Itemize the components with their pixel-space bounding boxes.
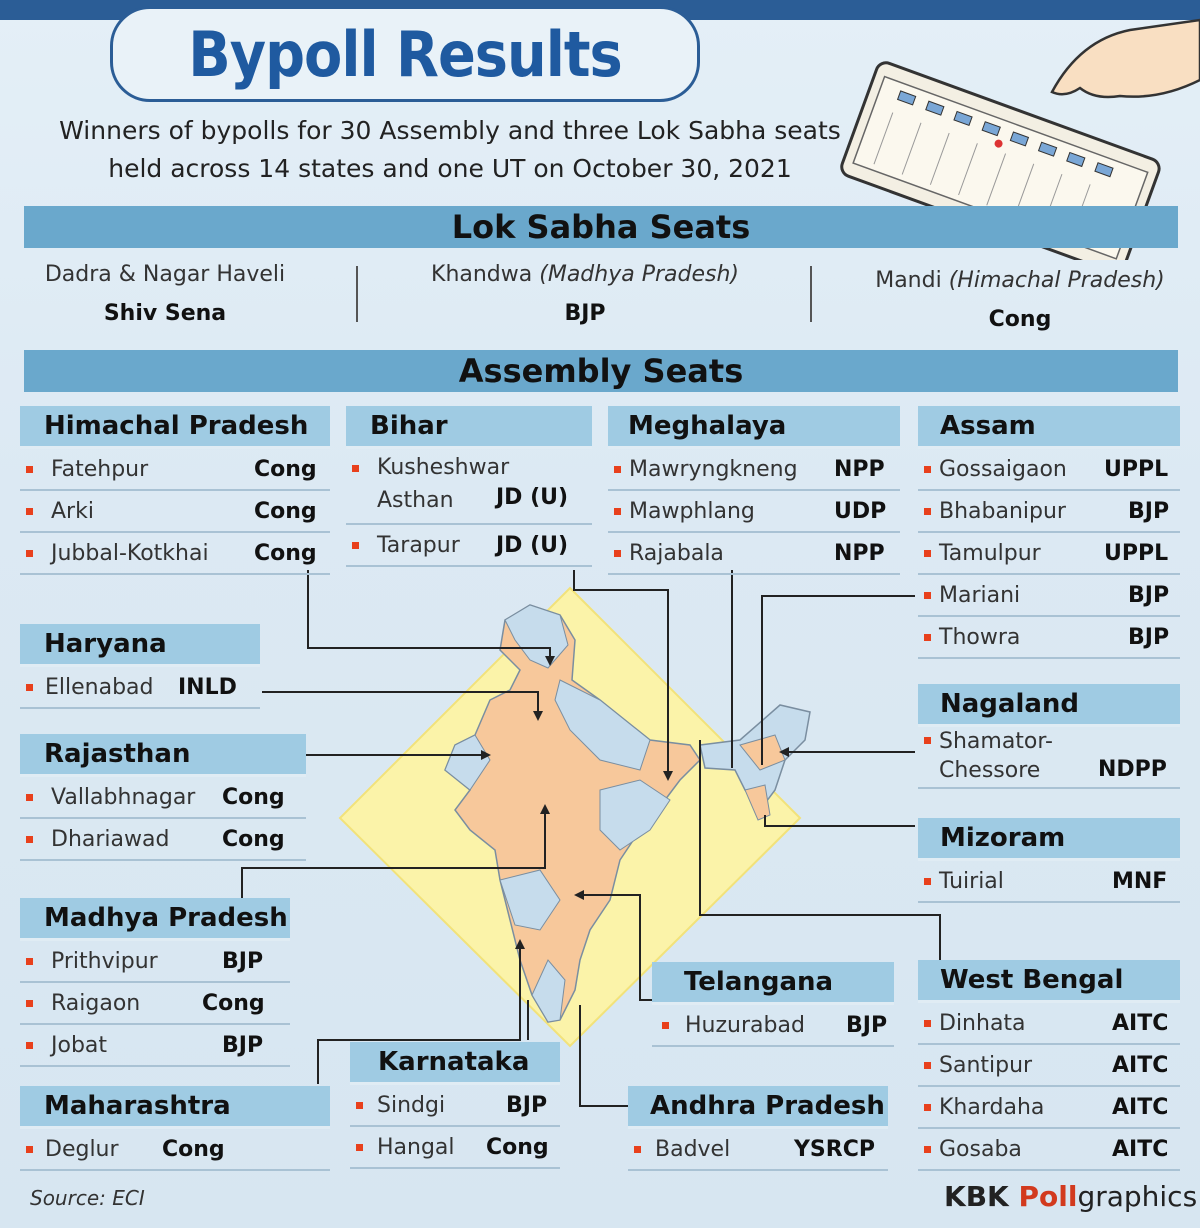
seat-party: NPP: [834, 456, 885, 482]
bullet: [26, 466, 33, 473]
seat-party: AITC: [1112, 1136, 1169, 1162]
seat-party: Cong: [254, 498, 317, 524]
seat-name: Badvel: [655, 1136, 731, 1162]
card-title: Karnataka: [350, 1042, 560, 1085]
seat-row: [20, 819, 306, 861]
bullet: [26, 836, 33, 843]
brand-logo: [944, 1180, 1197, 1213]
seat-row: [918, 575, 1180, 617]
bullet: [614, 550, 621, 557]
bullet: [924, 878, 931, 885]
bullet: [26, 794, 33, 801]
bullet: [924, 1146, 931, 1153]
seat-name: Arki: [51, 498, 94, 524]
card-bihar: [346, 406, 592, 567]
seat-row: [20, 983, 290, 1025]
bullet: [924, 1104, 931, 1111]
seat-name-line2: Asthan: [377, 488, 454, 513]
seat-name: Tarapur: [377, 532, 460, 558]
bullet: [614, 466, 621, 473]
brand-part-1: KBK: [944, 1180, 1019, 1213]
source-note: Source: ECI: [30, 1186, 145, 1210]
card-himachal-pradesh: [20, 406, 330, 575]
seat-party: Cong: [202, 990, 265, 1016]
seat-party: MNF: [1112, 868, 1168, 894]
seat-party: INLD: [178, 674, 237, 700]
seat-name: Thowra: [939, 624, 1021, 650]
card-title: Haryana: [20, 624, 260, 667]
seat-row: [20, 777, 306, 819]
subtitle-line-1: Winners of bypolls for 30 Assembly and three Lok Sabha seats: [59, 116, 841, 145]
seat-row: [918, 1129, 1180, 1171]
bullet: [26, 508, 33, 515]
seat-party: Cong: [486, 1134, 549, 1160]
card-title: Rajasthan: [20, 734, 306, 777]
bullet: [662, 1022, 669, 1029]
card-andhra-pradesh: [628, 1086, 888, 1171]
seat-row: [628, 1129, 888, 1171]
seat-party: YSRCP: [794, 1136, 875, 1162]
seat-row: [608, 491, 900, 533]
bullet: [26, 684, 33, 691]
card-title: Meghalaya: [608, 406, 900, 449]
page-title: Bypoll Results: [188, 17, 622, 91]
seat-name: Dinhata: [939, 1010, 1026, 1036]
seat-name: Tamulpur: [939, 540, 1041, 566]
seat-name: Santipur: [939, 1052, 1033, 1078]
bullet: [26, 1000, 33, 1007]
bullet: [924, 1020, 931, 1027]
card-title: Telangana: [652, 962, 894, 1005]
card-title: West Bengal: [918, 960, 1180, 1003]
seat-name: Gossaigaon: [939, 456, 1067, 482]
seat-name: Ellenabad: [45, 674, 154, 700]
bullet: [924, 508, 931, 515]
card-meghalaya: [608, 406, 900, 575]
bullet: [924, 550, 931, 557]
seat-party: Cong: [222, 826, 285, 852]
seat-name: Tuirial: [939, 868, 1004, 894]
bullet: [924, 592, 931, 599]
seat-row: [652, 1005, 894, 1047]
seat-party: NPP: [834, 540, 885, 566]
bullet: [924, 634, 931, 641]
card-title: Maharashtra: [20, 1086, 330, 1129]
bullet: [26, 958, 33, 965]
seat-name: Jubbal-Kotkhai: [51, 540, 209, 566]
seat-row: [350, 1127, 560, 1169]
bullet: [614, 508, 621, 515]
seat-name: Mariani: [939, 582, 1021, 608]
seat-party: BJP: [222, 1032, 264, 1058]
card-rajasthan: [20, 734, 306, 861]
seat-party: BJP: [1128, 624, 1170, 650]
seat-name: Mawryngkneng: [629, 456, 798, 482]
ls-seat-state: (Himachal Pradesh): [948, 268, 1165, 293]
card-assam: [918, 406, 1180, 659]
seat-party: BJP: [846, 1012, 888, 1038]
bullet: [26, 550, 33, 557]
seat-party: Cong: [162, 1136, 225, 1162]
card-karnataka: [350, 1042, 560, 1169]
seat-row: [918, 1045, 1180, 1087]
card-title: Madhya Pradesh: [20, 898, 290, 941]
subtitle-line-2: held across 14 states and one UT on October 30, 2021: [108, 154, 792, 183]
brand-part-3: graphics: [1077, 1180, 1198, 1213]
ls-seat-name: Mandi: [875, 268, 942, 293]
card-title: Assam: [918, 406, 1180, 449]
ls-seat-party: BJP: [564, 301, 606, 326]
seat-row: [918, 491, 1180, 533]
seat-row: [608, 533, 900, 575]
seat-row: [20, 1025, 290, 1067]
seat-party: JD (U): [496, 485, 569, 510]
ls-seat-state: (Madhya Pradesh): [539, 262, 739, 287]
seat-row: [20, 667, 260, 709]
seat-name: Mawphlang: [629, 498, 755, 524]
bullet: [634, 1146, 641, 1153]
card-west-bengal: [918, 960, 1180, 1171]
seat-row: [20, 449, 330, 491]
seat-name: Fatehpur: [51, 456, 149, 482]
seat-party: BJP: [1128, 498, 1170, 524]
lok-sabha-header: Lok Sabha Seats: [24, 206, 1178, 248]
card-telangana: [652, 962, 894, 1047]
seat-name: Huzurabad: [685, 1012, 805, 1038]
seat-name-line1: Kusheshwar: [377, 455, 510, 480]
card-title: Nagaland: [918, 684, 1180, 727]
seat-row: [918, 861, 1180, 903]
seat-row: [918, 727, 1180, 789]
assembly-header: Assembly Seats: [24, 350, 1178, 392]
seat-row: [346, 525, 592, 567]
seat-name: Dhariawad: [51, 826, 170, 852]
bullet: [356, 1144, 363, 1151]
seat-name: Prithvipur: [51, 948, 158, 974]
seat-row: [20, 941, 290, 983]
ls-seat-name: Khandwa: [431, 262, 533, 287]
seat-party: BJP: [222, 948, 264, 974]
seat-row: [918, 449, 1180, 491]
bullet: [924, 466, 931, 473]
card-title: Bihar: [346, 406, 592, 449]
seat-name: Sindgi: [377, 1092, 446, 1118]
card-title: Andhra Pradesh: [628, 1086, 888, 1129]
seat-name: Bhabanipur: [939, 498, 1066, 524]
seat-name: Raigaon: [51, 990, 141, 1016]
bullet: [924, 737, 931, 744]
bullet: [924, 1062, 931, 1069]
seat-name-line1: Shamator-: [939, 729, 1053, 754]
seat-row: [918, 1087, 1180, 1129]
seat-name: Hangal: [377, 1134, 455, 1160]
seat-party: JD (U): [496, 532, 569, 558]
ls-seat-name: Dadra & Nagar Haveli: [44, 262, 286, 287]
seat-row: [918, 617, 1180, 659]
seat-party: Cong: [254, 456, 317, 482]
bullet: [352, 542, 359, 549]
seat-party: UPPL: [1104, 540, 1169, 566]
bullet: [26, 1146, 33, 1153]
seat-row: [918, 533, 1180, 575]
seat-party: NDPP: [1098, 757, 1167, 782]
ls-seat-party: Shiv Sena: [103, 301, 227, 326]
seat-party: Cong: [222, 784, 285, 810]
card-mizoram: [918, 818, 1180, 903]
seat-name: Rajabala: [629, 540, 724, 566]
seat-party: AITC: [1112, 1052, 1169, 1078]
seat-name: Gosaba: [939, 1136, 1022, 1162]
brand-part-2: Poll: [1018, 1180, 1078, 1213]
seat-name: Deglur: [45, 1136, 119, 1162]
bullet: [26, 1042, 33, 1049]
seat-name: Vallabhnagar: [51, 784, 196, 810]
seat-name-line2: Chessore: [939, 758, 1041, 783]
seat-name: Khardaha: [939, 1094, 1045, 1120]
seat-party: UPPL: [1104, 456, 1169, 482]
seat-party: Cong: [254, 540, 317, 566]
seat-party: BJP: [1128, 582, 1170, 608]
seat-row: [918, 1003, 1180, 1045]
card-nagaland: [918, 684, 1180, 789]
card-title: Mizoram: [918, 818, 1180, 861]
bullet: [356, 1102, 363, 1109]
seat-party: AITC: [1112, 1094, 1169, 1120]
seat-row: [20, 1129, 330, 1171]
seat-name: Jobat: [51, 1032, 108, 1058]
seat-party: UDP: [834, 498, 887, 524]
seat-row: [346, 449, 592, 525]
ls-seat-party: Cong: [988, 307, 1052, 332]
bullet: [352, 465, 359, 472]
card-maharashtra: [20, 1086, 330, 1171]
card-madhya-pradesh: [20, 898, 290, 1067]
seat-row: [20, 533, 330, 575]
card-title: Himachal Pradesh: [20, 406, 330, 449]
seat-row: [20, 491, 330, 533]
seat-row: [608, 449, 900, 491]
seat-party: BJP: [506, 1092, 548, 1118]
card-haryana: [20, 624, 260, 709]
seat-party: AITC: [1112, 1010, 1169, 1036]
seat-row: [350, 1085, 560, 1127]
